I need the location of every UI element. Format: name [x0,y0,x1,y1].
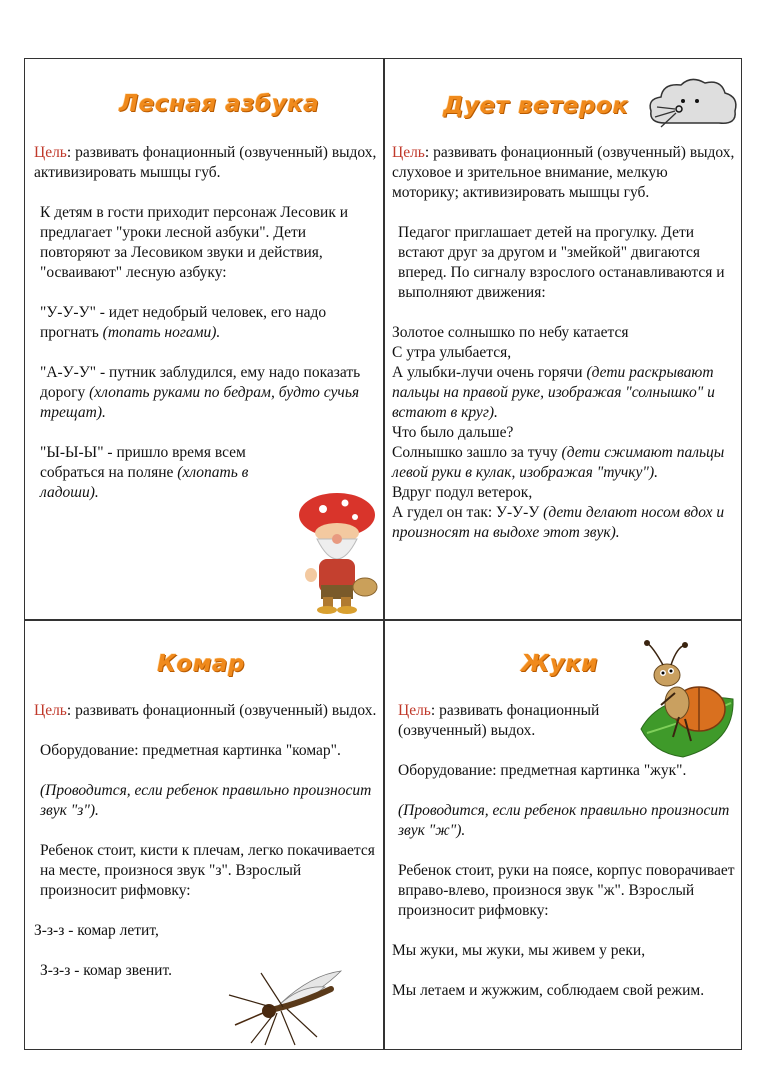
rhyme-line: З-з-з - комар летит, [34,922,159,939]
blowing-cloud-illustration [639,75,741,135]
card-lesnaya-azbuka [34,143,379,503]
goal-text: : развивать фонационный (озвученный) выдох, активизировать мышцы губ. [34,144,377,181]
goal-paragraph [34,143,379,183]
rhyme-line: Мы летаем и жужжим, соблюдаем свой режим. [392,982,705,999]
card-duet-veterok [392,143,737,543]
goal-label: Цель [398,702,431,719]
verse-line: А улыбки-лучи очень горячи (дети раскрывают пальцы на правой руке, изображая "солнышко" и встают в круг). [392,364,715,421]
verse-line: Солнышко зашло за тучу (дети сжимают пальцы левой руки в кулак, изображая "тучку"). [392,444,725,481]
intro-text: К детям в гости приходит персонаж Лесовик и предлагает "уроки лесной азбуки". Дети повторяют за Лесовиком звуки и действия, "осваивают" лесную азбуку: [40,204,349,281]
verse-line: Золотое солнышко по небу катается [392,324,629,341]
equipment-text: Оборудование: предметная картинка "комар". [40,742,341,759]
goal-text: : развивать фонационный (озвученный) выдох. [66,702,377,719]
mosquito-illustration [221,965,351,1049]
list-item: "А-У-У" - путник заблудился, ему надо показать дорогу (хлопать руками по бедрам, будто сучья трещат). [40,364,361,421]
list-item: "Ы-Ы-Ы" - пришло время всем собраться на поляне (хлопать в ладоши). [40,444,249,501]
card-title-zhuki: Жуки [521,651,598,677]
verse-line: А гудел он так: У-У-У (дети делают носом вдох и произносят на выдохе этот звук). [392,504,725,541]
goal-text: : развивать фонационный (озвученный) выдох. [398,702,600,739]
card-komar [34,701,379,981]
condition-text: (Проводится, если ребенок правильно произносит звук "з"). [40,782,372,819]
goal-label: Цель [34,144,67,161]
list-item: "У-У-У" - идет недобрый человек, его надо прогнать (топать ногами). [40,304,327,341]
rhyme-line: Мы жуки, мы жуки, мы живем у реки, [392,942,646,959]
goal-text: : развивать фонационный (озвученный) выдох, слуховое и зрительное внимание, мелкую моторику; активизировать мышцы губ. [392,144,735,201]
card-title-lesnaya-azbuka: Лесная азбука [119,91,320,117]
forest-gnome-illustration [293,489,381,617]
condition-text: (Проводится, если ребенок правильно произносит звук "ж"). [398,802,730,839]
equipment-text: Оборудование: предметная картинка "жук". [398,762,687,779]
goal-label: Цель [34,702,67,719]
card-title-duet-veterok: Дует ветерок [443,93,629,119]
goal-label: Цель [392,144,425,161]
action-text: Ребенок стоит, руки на поясе, корпус поворачивает вправо-влево, произнося звук "ж". Взрослый произносит рифмовку: [398,862,735,919]
verse-line: Что было дальше? [392,424,514,441]
goal-paragraph [34,701,379,721]
action-text: Ребенок стоит, кисти к плечам, легко покачивается на месте, произнося звук "з". Взрослый произносит рифмовку: [40,842,375,899]
card-grid [24,58,742,1050]
verse-line: С утра улыбается, [392,344,512,361]
goal-paragraph [392,143,737,203]
rhyme-line: З-з-з - комар звенит. [40,962,172,979]
verse-line: Вдруг подул ветерок, [392,484,533,501]
vertical-divider [383,59,385,1049]
goal-paragraph [392,701,633,741]
intro-text: Педагог приглашает детей на прогулку. Дети встают друг за другом и "змейкой" двигаются вперед. По сигналу взрослого останавливаются и выполняют движения: [398,224,725,301]
card-title-komar: Комар [157,651,245,677]
card-zhuki [392,701,737,1001]
horizontal-divider [25,619,741,621]
